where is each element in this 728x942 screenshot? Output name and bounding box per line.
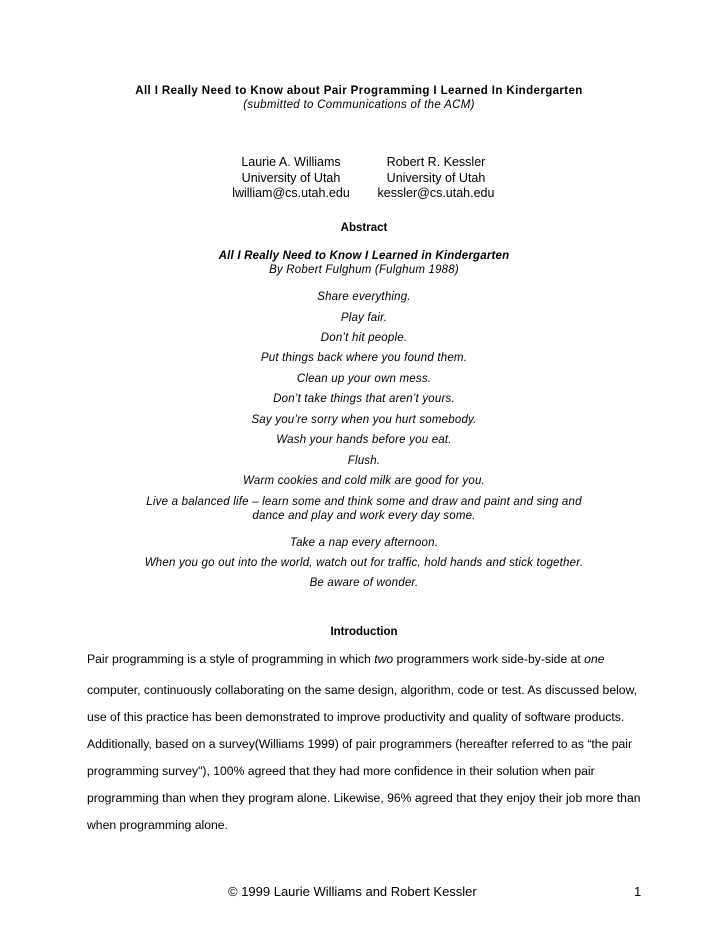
- body-line: computer, continuously collaborating on the same design, algorithm, code or test. As discussed below,: [87, 683, 638, 697]
- poem-line: Share everything.: [317, 291, 411, 303]
- author-email: kessler@cs.utah.edu: [377, 186, 495, 200]
- author-block-2: [370, 155, 502, 202]
- poem-title: All I Really Need to Know I Learned in Kindergarten: [218, 250, 510, 262]
- body-line: when programming alone.: [87, 818, 228, 832]
- poem-line: Take a nap every afternoon.: [289, 537, 439, 549]
- poem-line: Play fair.: [340, 312, 388, 324]
- body-line: Additionally, based on a survey(Williams 1999) of pair programmers (hereafter referred to as “the pair: [87, 737, 633, 751]
- author-email: lwilliam@cs.utah.edu: [232, 186, 350, 200]
- copyright-notice: © 1999 Laurie Williams and Robert Kessler: [228, 884, 477, 899]
- emphasis-text: two: [374, 652, 394, 666]
- emphasis-text: one: [584, 652, 605, 666]
- poem-line: Warm cookies and cold milk are good for you.: [243, 475, 485, 487]
- poem-line: Live a balanced life – learn some and think some and draw and paint and sing and: [146, 496, 582, 508]
- poem-line: Don’t take things that aren’t yours.: [273, 393, 455, 405]
- poem-line: Wash your hands before you eat.: [276, 434, 452, 446]
- abstract-heading: Abstract: [340, 222, 388, 234]
- body-line: programming survey"), 100% agreed that they had more confidence in their solution when pair: [87, 764, 595, 778]
- author-affiliation: University of Utah: [386, 170, 486, 185]
- poem-line: Flush.: [347, 455, 381, 467]
- author-affiliation: University of Utah: [241, 170, 341, 185]
- text-run: programmers work side-by-side at: [393, 652, 585, 666]
- author-name: Robert R. Kessler: [386, 155, 486, 169]
- page-number: 1: [634, 884, 642, 899]
- paper-subtitle: (submitted to Communications of the ACM): [243, 99, 475, 111]
- poem-line: When you go out into the world, watch out for traffic, hold hands and stick together.: [144, 557, 584, 569]
- body-line: programming than when they program alone. Likewise, 96% agreed that they enjoy their job more than: [87, 791, 641, 805]
- poem-line: Say you’re sorry when you hurt somebody.: [251, 414, 477, 426]
- paper-title: All I Really Need to Know about Pair Programming I Learned In Kindergarten: [135, 85, 583, 97]
- poem-line: dance and play and work every day some.: [252, 510, 476, 522]
- author-block-1: [220, 155, 362, 202]
- poem-line: Clean up your own mess.: [296, 373, 432, 385]
- author-name: Laurie A. Williams: [241, 155, 341, 169]
- body-line: use of this practice has been demonstrated to improve productivity and quality of software products.: [87, 710, 625, 724]
- poem-line: Be aware of wonder.: [309, 577, 419, 589]
- poem-line: Put things back where you found them.: [260, 352, 468, 364]
- poem-byline: By Robert Fulghum (Fulghum 1988): [269, 264, 459, 276]
- text-run: Pair programming is a style of programming in which: [87, 652, 375, 666]
- introduction-heading: Introduction: [330, 626, 398, 638]
- poem-line: Don’t hit people.: [320, 332, 408, 344]
- body-line: [87, 652, 605, 666]
